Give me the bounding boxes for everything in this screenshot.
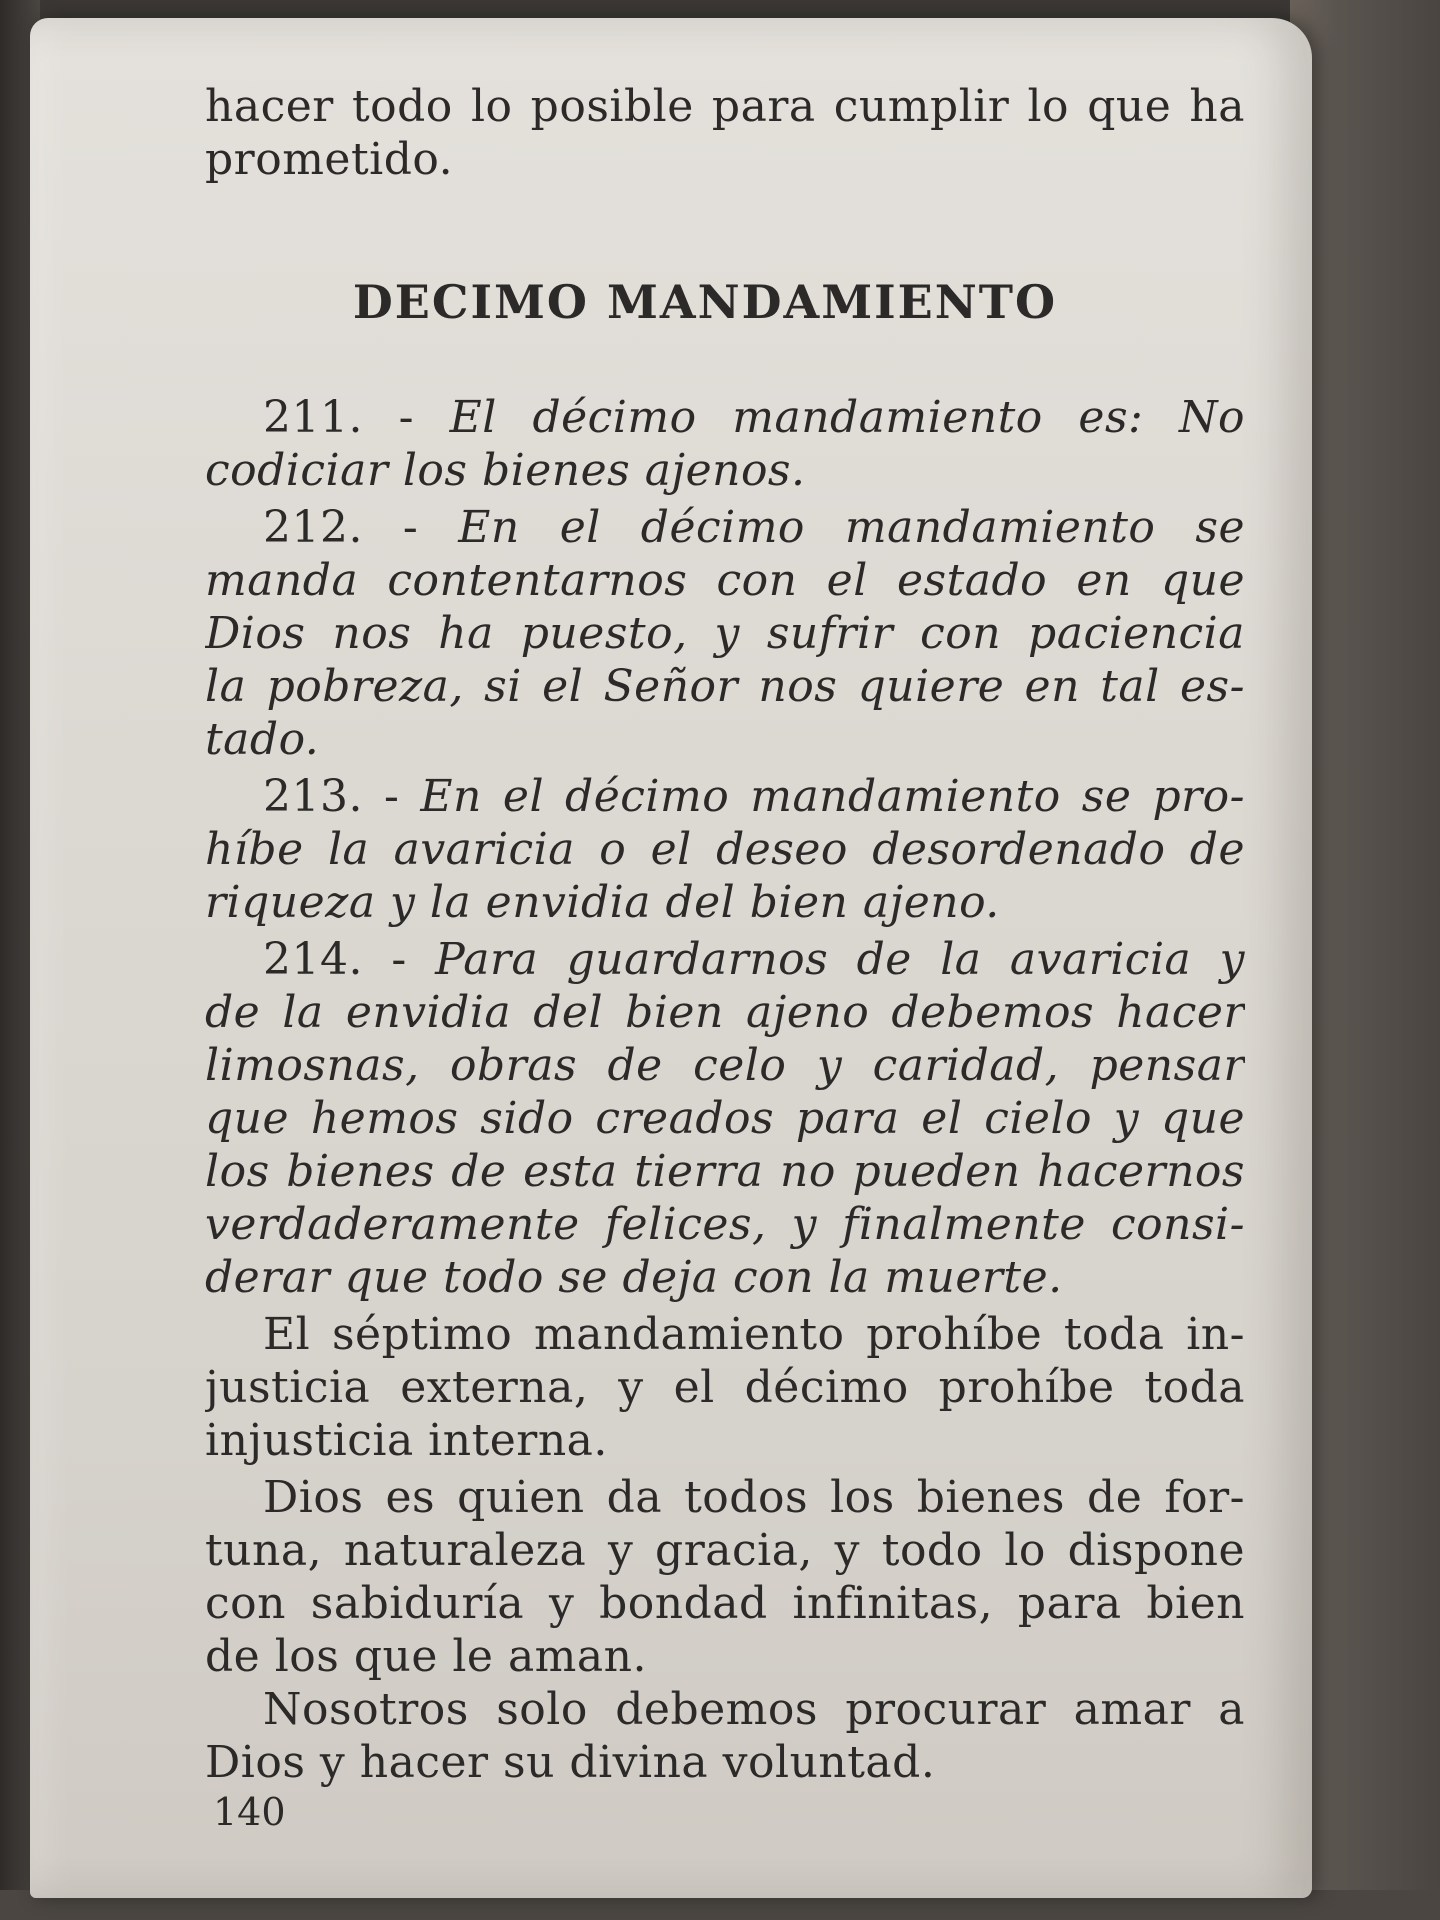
- paragraph-1-line: injusticia interna.: [205, 1415, 608, 1466]
- question-213-line: híbe la avaricia o el deseo desordenado de: [205, 824, 1245, 875]
- question-214-line: derar que todo se deja con la muerte.: [205, 1252, 1063, 1303]
- question-211-line: [205, 391, 1245, 444]
- paragraph-2-line: Dios es quien da todos los bienes de for-: [263, 1472, 1245, 1523]
- question-212-line: tado.: [205, 714, 320, 765]
- question-213-line: riqueza y la envidia del bien ajeno.: [205, 877, 1000, 928]
- question-214-line: limosnas, obras de celo y caridad, pensar: [205, 1040, 1245, 1091]
- question-214-line: verdaderamente felices, y finalmente consi-: [205, 1199, 1245, 1250]
- intro-line: hacer todo lo posible para cumplir lo que ha: [205, 81, 1245, 132]
- question-214-line: que hemos sido creados para el cielo y que: [205, 1093, 1245, 1144]
- question-number: 213. -: [263, 771, 421, 822]
- page-number: 140: [213, 1790, 286, 1834]
- question-212-line: manda contentarnos con el estado en que: [205, 555, 1245, 606]
- intro-line: prometido.: [205, 134, 454, 185]
- question-number: 214. -: [263, 934, 436, 985]
- question-214-line: de la envidia del bien ajeno debemos hacer: [205, 987, 1245, 1038]
- paragraph-3-line: Nosotros solo debemos procurar amar a: [263, 1684, 1245, 1735]
- question-number: 212. -: [263, 502, 459, 553]
- question-text: En el décimo mandamiento se: [458, 502, 1245, 553]
- question-214-line: los bienes de esta tierra no pueden hacernos: [205, 1146, 1245, 1197]
- question-211-line: codiciar los bienes ajenos.: [205, 445, 806, 496]
- question-text: El décimo mandamiento es: No: [449, 392, 1245, 443]
- question-text: Para guardarnos de la avaricia y: [435, 934, 1245, 985]
- paragraph-2-line: con sabiduría y bondad infinitas, para bien: [205, 1578, 1245, 1629]
- question-212-line: Dios nos ha puesto, y sufrir con paciencia: [205, 608, 1245, 659]
- paragraph-1-line: El séptimo mandamiento prohíbe toda in-: [263, 1309, 1245, 1360]
- question-number: 211. -: [263, 392, 450, 443]
- paragraph-1-line: justicia externa, y el décimo prohíbe toda: [205, 1362, 1245, 1413]
- question-212-line: la pobreza, si el Señor nos quiere en tal es-: [205, 661, 1245, 712]
- question-213-line: [205, 770, 1245, 823]
- paragraph-3-line: Dios y hacer su divina voluntad.: [205, 1737, 936, 1788]
- section-title: DECIMO MANDAMIENTO: [352, 275, 1058, 329]
- question-text: En el décimo mandamiento se pro-: [420, 771, 1245, 822]
- paragraph-2-line: de los que le aman.: [205, 1631, 647, 1682]
- paragraph-2-line: tuna, naturaleza y gracia, y todo lo dispone: [205, 1525, 1245, 1576]
- background-right: [1290, 0, 1440, 1920]
- page-text: [205, 80, 1245, 1789]
- question-214-line: [205, 933, 1245, 986]
- question-212-line: [205, 501, 1245, 554]
